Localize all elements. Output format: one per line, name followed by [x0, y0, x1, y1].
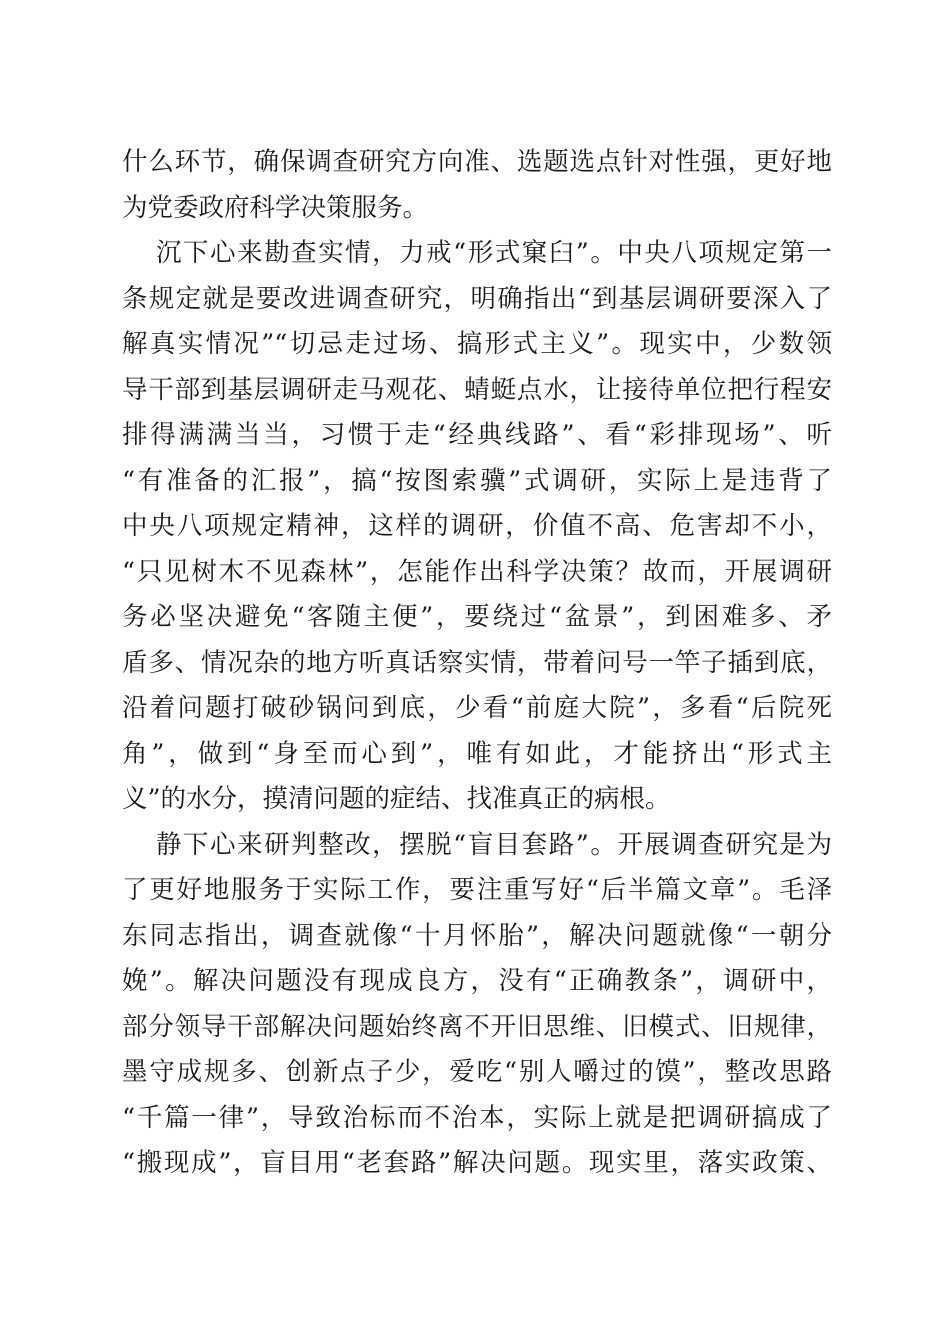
text-line: 义”的水分，摸清问题的症结、找准真正的病根。 — [122, 784, 671, 814]
text-line: 部分领导干部解决问题始终离不开旧思维、旧模式、旧规律， — [122, 1011, 832, 1042]
text-line: “有准备的汇报”，搞“按图索骥”式调研，实际上是违背了 — [122, 465, 832, 496]
text-line: 条规定就是要改进调查研究，明确指出“到基层调研要深入了 — [122, 283, 832, 314]
text-line: 盾多、情况杂的地方听真话察实情，带着问号一竿子插到底， — [122, 647, 832, 678]
body-text — [122, 140, 832, 1187]
text-line: 导干部到基层调研走马观花、蜻蜓点水，让接待单位把行程安 — [122, 374, 832, 405]
text-line: 墨守成规多、创新点子少，爱吃“别人嚼过的馍”，整改思路 — [122, 1057, 832, 1087]
text-line: “只见树木不见森林”，怎能作出科学决策？故而，开展调研 — [122, 556, 832, 587]
text-line: 东同志指出，调查就像“十月怀胎”，解决问题就像“一朝分 — [122, 920, 832, 951]
text-line: “千篇一律”，导致治标而不治本，实际上就是把调研搞成了 — [122, 1102, 832, 1133]
text-line: 务必坚决避免“客随主便”，要绕过“盆景”，到困难多、矛 — [122, 602, 832, 632]
paragraph-start-line: 沉下心来勘查实情，力戒“形式窠臼”。中央八项规定第一 — [156, 238, 832, 268]
text-line: 中央八项规定精神，这样的调研，价值不高、危害却不小， — [122, 511, 832, 541]
text-line: 解真实情况”“切忌走过场、搞形式主义”。现实中，少数领 — [122, 329, 832, 359]
text-line: 什么环节，确保调查研究方向准、选题选点针对性强，更好地 — [122, 147, 832, 177]
paragraph-start-line: 静下心来研判整改，摆脱“盲目套路”。开展调查研究是为 — [156, 829, 832, 860]
text-line: “搬现成”，盲目用“老套路”解决问题。现实里，落实政策、 — [122, 1148, 832, 1178]
text-line: 沿着问题打破砂锅问到底，少看“前庭大院”，多看“后院死 — [122, 693, 832, 723]
text-line: 角”，做到“身至而心到”，唯有如此，才能挤出“形式主 — [122, 738, 832, 769]
text-line: 为党委政府科学决策服务。 — [122, 192, 429, 223]
text-line: 娩”。解决问题没有现成良方，没有“正确教条”，调研中， — [122, 966, 832, 996]
text-line: 了更好地服务于实际工作，要注重写好“后半篇文章”。毛泽 — [122, 875, 832, 905]
text-line: 排得满满当当，习惯于走“经典线路”、看“彩排现场”、听 — [122, 420, 832, 450]
